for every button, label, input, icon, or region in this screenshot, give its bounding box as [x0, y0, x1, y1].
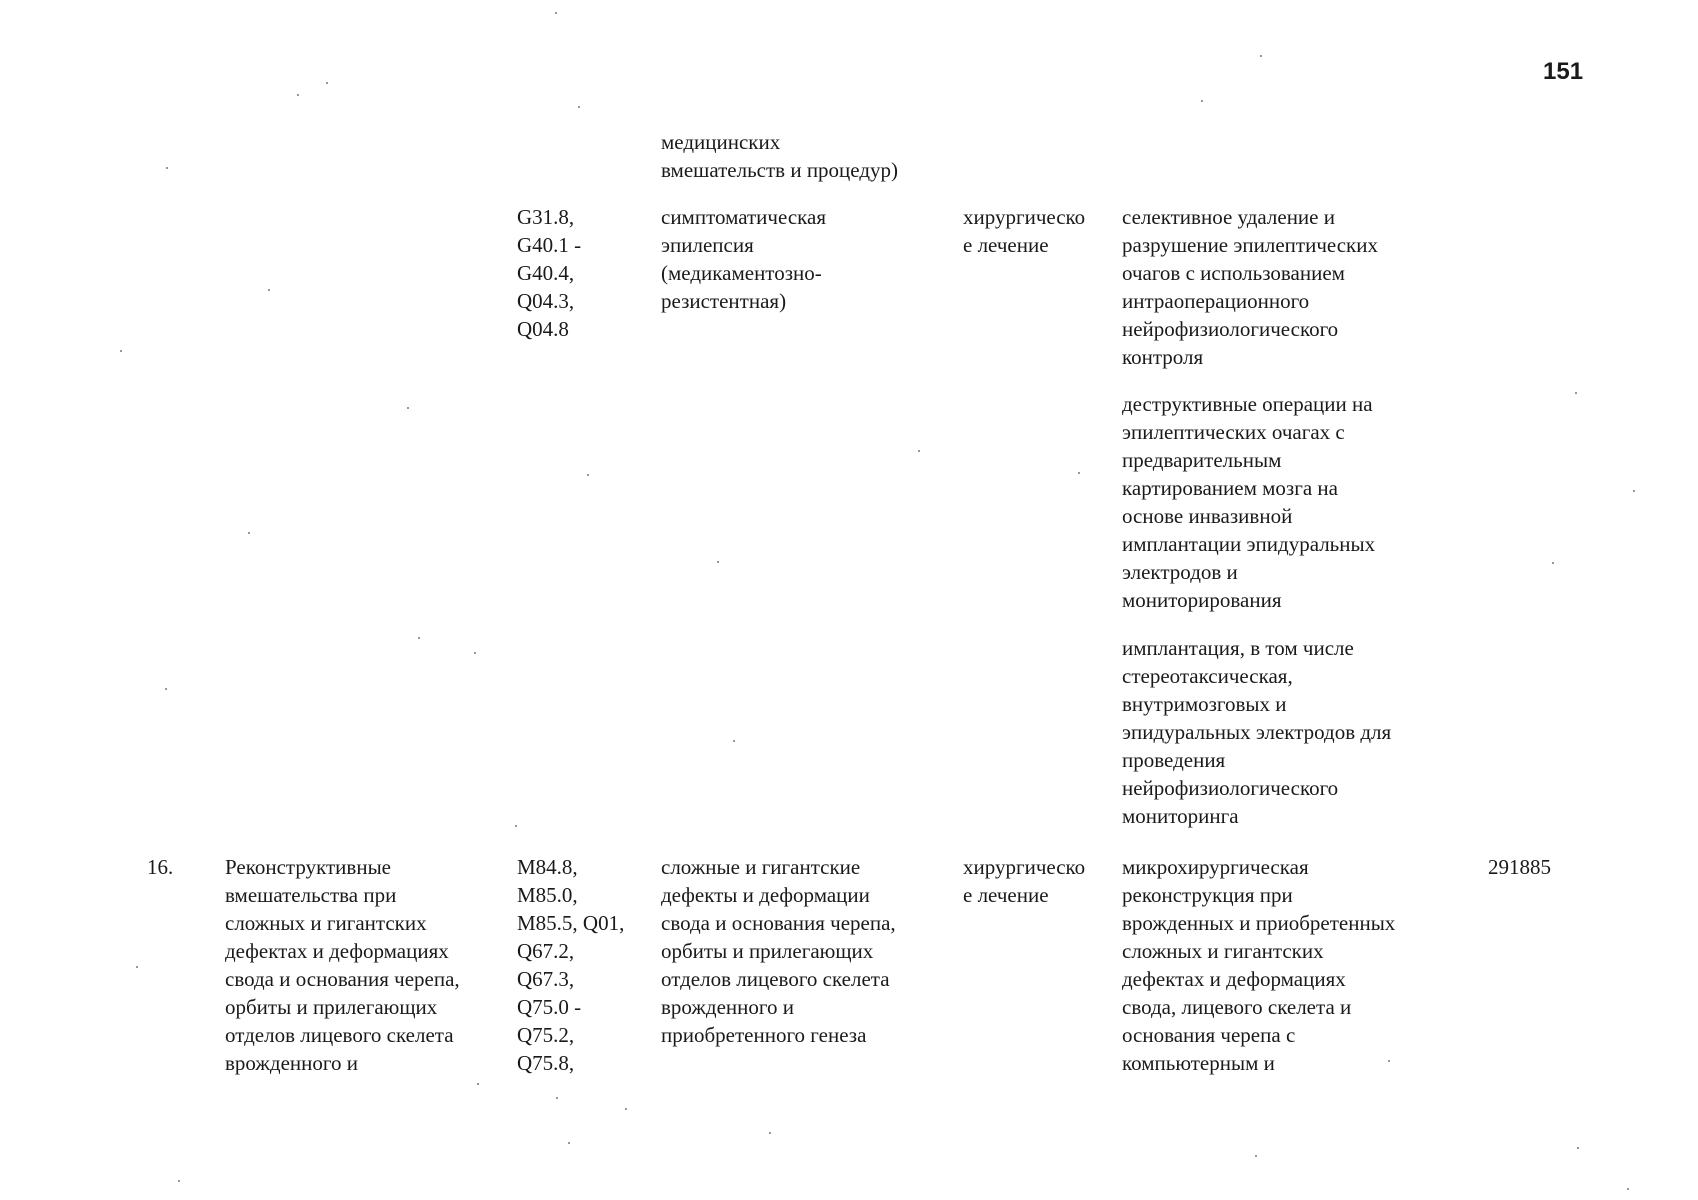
method-item: деструктивные операции на эпилептических очагах с предварительным картированием мозга на основе инвазивной имплантации эпидуральных электродов и мониторирования: [1122, 392, 1376, 612]
method-cell: микрохирургическая реконструкция при врожденных и приобретенных сложных и гигантских дефектах и деформациях свода, лицевого скелета и основания черепа с компьютерным и: [1122, 855, 1396, 1075]
speck: [769, 1132, 771, 1134]
diagnosis-cell: симптоматическая эпилепсия (медикаментозно- резистентная): [661, 205, 827, 313]
method-item: селективное удаление и разрушение эпилептических очагов с использованием интраоперационного нейрофизиологического контроля: [1122, 205, 1378, 369]
speck: [717, 561, 719, 563]
method-item: имплантация, в том числе стереотаксическая, внутримозговых и эпидуральных электродов для проведения нейрофизиологического мониторинга: [1122, 636, 1392, 828]
speck: [1078, 472, 1080, 474]
speck: [1627, 1188, 1629, 1190]
treatment-type-cell: хирургическо е лечение: [963, 855, 1086, 907]
speck: [578, 106, 580, 108]
speck: [568, 1142, 570, 1144]
speck: [918, 450, 920, 452]
speck: [1633, 490, 1635, 492]
speck: [515, 825, 517, 827]
speck: [248, 532, 250, 534]
speck: [1552, 562, 1554, 564]
speck: [166, 167, 168, 169]
speck: [556, 1097, 558, 1099]
icd-codes-cell: G31.8, G40.1 - G40.4, Q04.3, Q04.8: [517, 205, 582, 341]
speck: [477, 1083, 479, 1085]
speck: [733, 740, 735, 742]
speck: [297, 94, 299, 96]
speck: [474, 652, 476, 654]
speck: [1575, 392, 1577, 394]
speck: [1201, 100, 1203, 102]
intervention-name-cell: Реконструктивные вмешательства при сложных и гигантских дефектах и деформациях свода и основания черепа, орбиты и прилегающих отделов лицевого скелета врожденного и: [225, 855, 460, 1075]
speck: [1255, 1155, 1257, 1157]
speck: [1577, 1147, 1579, 1149]
speck: [1260, 55, 1262, 57]
speck: [555, 12, 557, 14]
speck: [407, 407, 409, 409]
diagnosis-cell: сложные и гигантские дефекты и деформации свода и основания черепа, орбиты и прилегающих отделов лицевого скелета врожденного и приобретенного генеза: [661, 855, 896, 1047]
speck: [165, 688, 167, 690]
speck: [1388, 1060, 1390, 1062]
speck: [326, 82, 328, 84]
speck: [178, 1180, 180, 1182]
speck: [418, 637, 420, 639]
speck: [625, 1108, 627, 1110]
row-number: 16.: [147, 855, 174, 879]
speck: [136, 966, 138, 968]
icd-codes-cell: M84.8, M85.0, M85.5, Q01, Q67.2, Q67.3, Q75.0 - Q75.2, Q75.8,: [517, 855, 625, 1075]
page-number: 151: [1543, 58, 1584, 85]
speck: [120, 350, 122, 352]
speck: [587, 474, 589, 476]
continued-diagnosis-text: медицинских вмешательств и процедур): [661, 130, 899, 182]
treatment-type-cell: хирургическо е лечение: [963, 205, 1086, 257]
cost-cell: 291885: [1488, 855, 1551, 879]
speck: [268, 289, 270, 291]
